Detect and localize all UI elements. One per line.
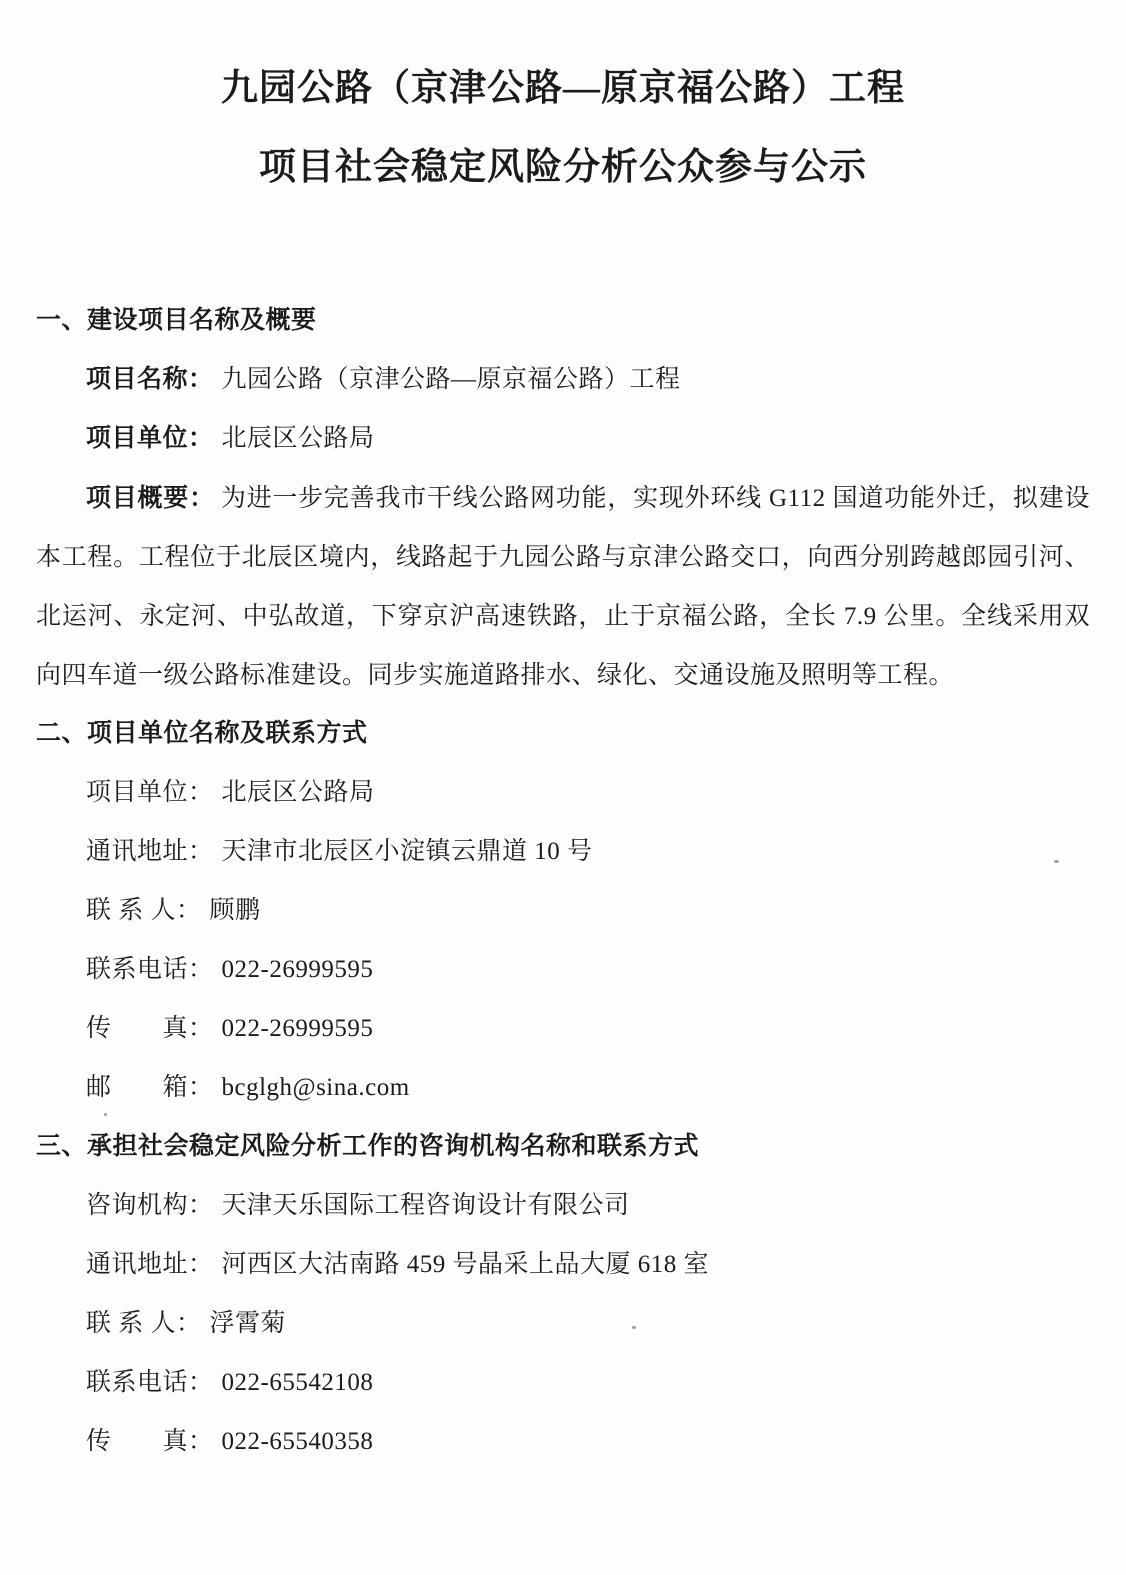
consultant-fax-row — [86, 1429, 1090, 1455]
document-title-line2: 项目社会稳定风险分析公众参与公示 — [259, 147, 867, 188]
unit-address-label: 通讯地址： — [86, 838, 214, 865]
scan-artifact — [1054, 860, 1059, 863]
unit-email-row — [86, 1075, 1090, 1101]
unit-phone-value: 022-26999595 — [221, 956, 374, 983]
unit-contact-person-value: 顾鹏 — [209, 897, 261, 924]
project-summary-text: 为进一步完善我市干线公路网功能，实现外环线 G112 国道功能外迁，拟建设本工程。工程位于北辰区境内，线路起于九园公路与京津公路交口，向西分别跨越郎园引河、北运河、永定河、中弘故道，下穿京沪高速铁路，止于京福公路，全长 7.9 公里。全线采用双向四车道一级公路标准建设。同步实施道路排水、绿化、交通设施及照明等工程。 — [36, 485, 1090, 689]
project-unit-label: 项目单位： — [86, 425, 214, 452]
section-1-heading: 一、建设项目名称及概要 — [36, 307, 317, 334]
project-summary-label: 项目概要： — [86, 485, 215, 512]
consultant-contact-person-value: 浮霄菊 — [209, 1310, 287, 1337]
consultant-contact-person-row — [86, 1311, 1090, 1337]
consultant-address-label: 通讯地址： — [86, 1251, 214, 1278]
project-summary-paragraph — [36, 469, 1090, 705]
scan-artifact — [632, 1326, 636, 1329]
document-title-line1: 九园公路（京津公路—原京福公路）工程 — [221, 68, 905, 109]
unit-address-row — [86, 839, 1090, 865]
unit-email-value: bcglgh@sina.com — [221, 1074, 410, 1101]
consultant-fax-label: 传 真： — [86, 1428, 214, 1455]
consultant-fax-value: 022-65540358 — [221, 1428, 374, 1455]
consultant-contact-person-label: 联 系 人： — [86, 1310, 202, 1337]
consultant-phone-label: 联系电话： — [86, 1369, 214, 1396]
project-name-label: 项目名称： — [86, 366, 214, 393]
project-unit-row — [86, 426, 1090, 452]
consultant-phone-row — [86, 1370, 1090, 1396]
unit-fax-row — [86, 1016, 1090, 1042]
section-3-heading: 三、承担社会稳定风险分析工作的咨询机构名称和联系方式 — [36, 1133, 700, 1160]
unit-name-label: 项目单位： — [86, 779, 214, 806]
consultant-phone-value: 022-65542108 — [221, 1369, 374, 1396]
consultant-address-row — [86, 1252, 1090, 1278]
consultant-name-value: 天津天乐国际工程咨询设计有限公司 — [221, 1192, 630, 1219]
consultant-address-value: 河西区大沽南路 459 号晶采上品大厦 618 室 — [221, 1251, 710, 1278]
consultant-name-row — [86, 1193, 1090, 1219]
scan-artifact — [104, 1113, 107, 1116]
unit-fax-value: 022-26999595 — [221, 1015, 374, 1042]
unit-email-label: 邮 箱： — [86, 1074, 214, 1101]
unit-address-value: 天津市北辰区小淀镇云鼎道 10 号 — [221, 838, 593, 865]
unit-name-row — [86, 780, 1090, 806]
project-name-row — [86, 367, 1090, 393]
consultant-name-label: 咨询机构： — [86, 1192, 214, 1219]
unit-phone-row — [86, 957, 1090, 983]
unit-fax-label: 传 真： — [86, 1015, 214, 1042]
unit-phone-label: 联系电话： — [86, 956, 214, 983]
unit-contact-person-label: 联 系 人： — [86, 897, 202, 924]
unit-contact-person-row — [86, 898, 1090, 924]
section-2-heading: 二、项目单位名称及联系方式 — [36, 720, 368, 747]
unit-name-value: 北辰区公路局 — [221, 779, 375, 806]
project-unit-value: 北辰区公路局 — [221, 425, 375, 452]
project-name-value: 九园公路（京津公路—原京福公路）工程 — [221, 366, 681, 393]
